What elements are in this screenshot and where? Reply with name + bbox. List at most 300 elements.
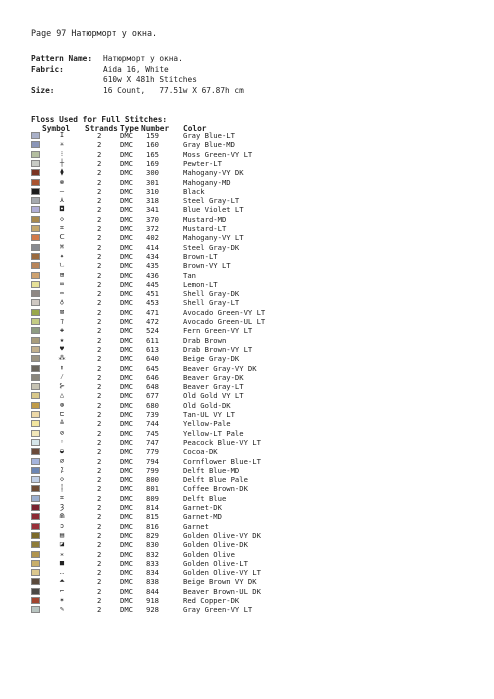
table-row	[31, 419, 281, 428]
number-cell: 169	[146, 158, 159, 168]
color-name-cell: Delft Blue	[183, 493, 227, 503]
color-swatch	[31, 569, 40, 576]
color-swatch	[31, 513, 40, 520]
color-swatch	[31, 578, 40, 585]
color-name-cell: Golden Olive-VY DK	[183, 530, 261, 540]
strands-cell: 2	[97, 196, 102, 206]
color-swatch	[31, 467, 40, 474]
color-name-cell: Delft Blue-MD	[183, 465, 240, 475]
color-name-cell: Gray Green-VY LT	[183, 605, 253, 615]
number-cell: 816	[146, 521, 159, 531]
color-swatch	[31, 346, 40, 353]
color-swatch	[31, 402, 40, 409]
strands-cell: 2	[97, 521, 102, 531]
color-swatch	[31, 188, 40, 195]
color-swatch	[31, 476, 40, 483]
color-name-cell: Shell Gray-DK	[183, 289, 240, 299]
strands-cell: 2	[97, 437, 102, 447]
number-cell: 829	[146, 530, 159, 540]
number-cell: 472	[146, 317, 159, 326]
table-row	[31, 159, 281, 168]
floss-symbol: ⁝	[60, 149, 64, 158]
size-label: Size:	[31, 85, 55, 95]
number-cell: 844	[146, 586, 159, 596]
color-swatch	[31, 225, 40, 232]
table-row	[31, 131, 281, 140]
strands-cell: 2	[97, 372, 102, 382]
strands-cell: 2	[97, 326, 102, 336]
table-row	[31, 233, 281, 242]
floss-symbol: ⌗	[60, 493, 64, 502]
color-name-cell: Coffee Brown-DK	[183, 484, 248, 494]
floss-symbol: ⌗	[60, 224, 64, 232]
color-name-cell: Blue Violet LT	[183, 205, 244, 215]
number-cell: 310	[146, 186, 159, 196]
number-cell: 815	[146, 512, 159, 522]
number-cell: 300	[146, 168, 159, 178]
color-name-cell: Peacock Blue-VY LT	[183, 437, 261, 447]
floss-symbol: ★	[59, 335, 65, 344]
type-cell: DMC	[120, 605, 133, 615]
number-cell: 801	[146, 484, 159, 494]
table-row	[31, 382, 281, 391]
floss-symbol: ⇔	[59, 289, 65, 298]
strands-cell: 2	[97, 503, 102, 512]
color-name-cell: Old Gold-DK	[183, 400, 231, 410]
type-cell: DMC	[120, 596, 133, 605]
type-cell: DMC	[120, 400, 133, 410]
number-cell: 794	[146, 456, 159, 466]
floss-symbol: ◪	[59, 540, 65, 549]
floss-section-title: Floss Used for Full Stitches:	[31, 115, 168, 124]
table-row	[31, 522, 281, 531]
number-cell: 838	[146, 577, 159, 587]
type-cell: DMC	[120, 586, 133, 596]
color-swatch	[31, 439, 40, 446]
table-row	[31, 587, 281, 596]
color-swatch	[31, 216, 40, 223]
strands-cell: 2	[97, 307, 102, 317]
strands-cell: 2	[97, 317, 102, 326]
floss-symbol: ⁄	[59, 372, 65, 381]
color-name-cell: Mahogany-VY DK	[183, 168, 244, 178]
type-cell: DMC	[120, 558, 133, 568]
color-name-cell: Avocado Green-UL LT	[183, 317, 266, 326]
table-row	[31, 215, 281, 224]
header-color: Color	[183, 124, 207, 133]
color-name-cell: Avocado Green-VY LT	[183, 307, 266, 317]
type-cell: DMC	[120, 270, 133, 280]
color-name-cell: Beige Gray-DK	[183, 354, 240, 364]
type-cell: DMC	[120, 140, 133, 150]
color-name-cell: Beige Brown VY DK	[183, 577, 257, 587]
type-cell: DMC	[120, 335, 133, 345]
pattern-name-row	[31, 54, 244, 65]
table-row	[31, 243, 281, 252]
type-cell: DMC	[120, 568, 133, 578]
type-cell: DMC	[120, 168, 133, 178]
color-swatch	[31, 495, 40, 502]
strands-cell: 2	[97, 261, 102, 271]
number-cell: 341	[146, 205, 159, 215]
strands-cell: 2	[97, 354, 102, 364]
floss-symbol: ⊛	[59, 400, 65, 409]
color-swatch	[31, 355, 40, 362]
table-row	[31, 317, 281, 326]
floss-symbol: –	[59, 186, 65, 195]
color-swatch	[31, 392, 40, 399]
floss-symbol: ◇	[59, 214, 65, 223]
floss-symbol: ⊘	[59, 428, 65, 437]
color-swatch	[31, 532, 40, 539]
type-cell: DMC	[120, 233, 133, 243]
stitch-count: 610w X 481h Stitches	[103, 75, 197, 85]
number-cell: 646	[146, 372, 159, 382]
number-cell: 159	[146, 131, 159, 140]
table-row	[31, 484, 281, 493]
header-type: Type	[120, 124, 139, 133]
color-swatch	[31, 523, 40, 530]
floss-symbol: ⸽	[61, 484, 63, 493]
number-cell: 524	[146, 326, 159, 336]
table-row	[31, 596, 281, 605]
floss-symbol: ⋏	[59, 196, 65, 205]
floss-symbol: ✚	[59, 326, 65, 335]
color-swatch	[31, 281, 40, 288]
table-row	[31, 540, 281, 549]
color-swatch	[31, 206, 40, 213]
type-cell: DMC	[120, 177, 133, 187]
strands-cell: 2	[97, 224, 102, 233]
type-cell: DMC	[120, 456, 133, 466]
type-cell: DMC	[120, 149, 133, 159]
table-row	[31, 280, 281, 289]
number-cell: 744	[146, 419, 159, 429]
table-row	[31, 531, 281, 540]
floss-symbol: ᑕ	[59, 233, 65, 242]
table-row	[31, 438, 281, 447]
type-cell: DMC	[120, 530, 133, 540]
strands-cell: 2	[97, 251, 102, 261]
number-cell: 830	[146, 540, 159, 550]
number-cell: 918	[146, 596, 159, 605]
color-name-cell: Beaver Gray-DK	[183, 372, 244, 382]
table-row	[31, 336, 281, 345]
color-name-cell: Mahogany-MD	[183, 177, 231, 187]
color-name-cell: Yellow-LT Pale	[183, 428, 244, 438]
strands-cell: 2	[97, 447, 102, 457]
pattern-name-label: Pattern Name:	[31, 54, 93, 63]
number-cell: 739	[146, 410, 159, 419]
type-cell: DMC	[120, 344, 133, 354]
number-cell: 611	[146, 335, 159, 345]
strands-cell: 2	[97, 168, 102, 178]
color-name-cell: Golden Olive-LT	[183, 558, 248, 568]
stitches-row	[31, 75, 244, 86]
color-swatch	[31, 151, 40, 158]
color-name-cell: Shell Gray-LT	[183, 298, 240, 308]
number-cell: 832	[146, 549, 159, 559]
strands-cell: 2	[97, 549, 102, 559]
number-cell: 833	[146, 558, 159, 568]
strands-cell: 2	[97, 512, 102, 522]
floss-symbol: ◦	[59, 437, 65, 446]
color-name-cell: Black	[183, 186, 205, 196]
number-cell: 677	[146, 391, 159, 401]
table-row	[31, 178, 281, 187]
strands-cell: 2	[97, 465, 102, 475]
color-swatch	[31, 541, 40, 548]
number-cell: 453	[146, 298, 159, 308]
strands-cell: 2	[97, 605, 102, 615]
floss-symbol: ◒	[59, 447, 65, 456]
color-name-cell: Drab Brown-VY LT	[183, 344, 253, 354]
type-cell: DMC	[120, 214, 133, 224]
color-name-cell: Tan	[183, 270, 196, 280]
color-swatch	[31, 327, 40, 334]
color-swatch	[31, 234, 40, 241]
page-title: Page 97 Натюрморт у окна.	[31, 28, 158, 38]
table-row	[31, 187, 281, 196]
color-name-cell: Beaver Brown-UL DK	[183, 586, 261, 596]
color-swatch	[31, 458, 40, 465]
floss-symbol: ♥	[59, 344, 65, 353]
strands-cell: 2	[97, 289, 102, 299]
floss-symbol: ┼	[59, 158, 65, 167]
table-row	[31, 308, 281, 317]
color-name-cell: Red Copper-DK	[183, 596, 240, 605]
floss-symbol: ⌐	[59, 586, 65, 595]
color-name-cell: Mustard-LT	[183, 224, 227, 233]
color-swatch	[31, 430, 40, 437]
strands-cell: 2	[97, 205, 102, 215]
floss-symbol: I	[59, 131, 65, 139]
number-cell: 745	[146, 428, 159, 438]
floss-symbol: △	[59, 391, 65, 400]
color-swatch	[31, 169, 40, 176]
floss-symbol: ⊠	[59, 307, 65, 316]
strands-cell: 2	[97, 149, 102, 159]
color-name-cell: Delft Blue Pale	[183, 475, 248, 485]
number-cell: 834	[146, 568, 159, 578]
floss-symbol: ✶	[59, 596, 65, 604]
color-swatch	[31, 551, 40, 558]
color-swatch	[31, 420, 40, 427]
number-cell: 799	[146, 465, 159, 475]
strands-cell: 2	[97, 363, 102, 373]
table-row	[31, 429, 281, 438]
strands-cell: 2	[97, 568, 102, 578]
color-name-cell: Tan-UL VY LT	[183, 410, 235, 419]
table-row	[31, 466, 281, 475]
strands-cell: 2	[97, 484, 102, 494]
color-swatch	[31, 272, 40, 279]
color-name-cell: Old Gold VY LT	[183, 391, 244, 401]
floss-symbol: ‥	[59, 568, 65, 577]
number-cell: 301	[146, 177, 159, 187]
color-swatch	[31, 448, 40, 455]
color-name-cell: Mustard-MD	[183, 214, 227, 224]
type-cell: DMC	[120, 131, 133, 140]
color-swatch	[31, 560, 40, 567]
floss-symbol: ❁	[59, 177, 65, 186]
table-row	[31, 503, 281, 512]
color-name-cell: Golden Olive	[183, 549, 235, 559]
strands-cell: 2	[97, 596, 102, 605]
strands-cell: 2	[97, 140, 102, 150]
color-name-cell: Brown-LT	[183, 251, 218, 261]
type-cell: DMC	[120, 493, 133, 503]
type-cell: DMC	[120, 186, 133, 196]
floss-symbol: ◇	[59, 475, 65, 484]
type-cell: DMC	[120, 196, 133, 206]
type-cell: DMC	[120, 317, 133, 326]
strands-cell: 2	[97, 456, 102, 466]
color-name-cell: Golden Olive-VY LT	[183, 568, 261, 578]
type-cell: DMC	[120, 521, 133, 531]
floss-symbol: ✳	[59, 140, 65, 149]
pattern-name-value: Натюрморт у окна.	[103, 54, 183, 63]
number-cell: 809	[146, 493, 159, 503]
table-row	[31, 271, 281, 280]
type-cell: DMC	[120, 224, 133, 233]
floss-symbol: ⋒	[59, 512, 65, 521]
strands-cell: 2	[97, 279, 102, 289]
type-cell: DMC	[120, 205, 133, 215]
type-cell: DMC	[120, 512, 133, 522]
floss-symbol: ⊏	[59, 410, 65, 418]
color-swatch	[31, 132, 40, 139]
fabric-value: Aida 16, White	[103, 64, 169, 74]
header-number: Number	[141, 124, 170, 133]
type-cell: DMC	[120, 577, 133, 587]
type-cell: DMC	[120, 428, 133, 438]
type-cell: DMC	[120, 289, 133, 299]
table-row	[31, 447, 281, 456]
fabric-row	[31, 65, 244, 76]
color-name-cell: Cornflower Blue-LT	[183, 456, 261, 466]
type-cell: DMC	[120, 279, 133, 289]
floss-symbol: ✦	[59, 251, 65, 260]
number-cell: 648	[146, 382, 159, 392]
floss-symbol: ⁊	[60, 317, 64, 325]
floss-symbol: ⧫	[59, 168, 65, 177]
number-cell: 402	[146, 233, 159, 243]
type-cell: DMC	[120, 465, 133, 475]
color-name-cell: Beaver Gray-LT	[183, 382, 244, 392]
table-row	[31, 140, 281, 149]
strands-cell: 2	[97, 186, 102, 196]
table-row	[31, 605, 281, 614]
number-cell: 640	[146, 354, 159, 364]
number-cell: 928	[146, 605, 159, 615]
strands-cell: 2	[97, 298, 102, 308]
table-row	[31, 401, 281, 410]
floss-symbol: ㄴ	[58, 261, 66, 270]
color-swatch	[31, 179, 40, 186]
floss-symbol: ⁎	[60, 549, 64, 558]
header-strands: Strands	[85, 124, 118, 133]
size-row	[31, 86, 244, 97]
type-cell: DMC	[120, 410, 133, 419]
number-cell: 645	[146, 363, 159, 373]
number-cell: 165	[146, 149, 159, 159]
type-cell: DMC	[120, 158, 133, 168]
color-name-cell: Steel Gray-DK	[183, 242, 240, 252]
type-cell: DMC	[120, 437, 133, 447]
table-row	[31, 205, 281, 214]
strands-cell: 2	[97, 177, 102, 187]
table-row	[31, 345, 281, 354]
number-cell: 451	[146, 289, 159, 299]
type-cell: DMC	[120, 484, 133, 494]
table-row	[31, 512, 281, 521]
strands-cell: 2	[97, 586, 102, 596]
strands-cell: 2	[97, 242, 102, 252]
type-cell: DMC	[120, 503, 133, 512]
table-row	[31, 373, 281, 382]
color-swatch	[31, 485, 40, 492]
strands-cell: 2	[97, 158, 102, 168]
type-cell: DMC	[120, 540, 133, 550]
floss-symbol: ∞	[59, 279, 65, 288]
table-row	[31, 289, 281, 298]
color-name-cell: Moss Green-VY LT	[183, 149, 253, 159]
floss-symbol: ↄ	[59, 521, 65, 530]
number-cell: 747	[146, 437, 159, 447]
table-row	[31, 150, 281, 159]
color-name-cell: Golden Olive-DK	[183, 540, 248, 550]
color-swatch	[31, 309, 40, 316]
color-name-cell: Brown-VY LT	[183, 261, 231, 271]
table-row	[31, 475, 281, 484]
color-name-cell: Yellow-Pale	[183, 419, 231, 429]
strands-cell: 2	[97, 233, 102, 243]
table-row	[31, 196, 281, 205]
table-row	[31, 410, 281, 419]
strands-cell: 2	[97, 540, 102, 550]
strands-cell: 2	[97, 344, 102, 354]
color-name-cell: Mahogany-VY LT	[183, 233, 244, 243]
number-cell: 160	[146, 140, 159, 150]
color-swatch	[31, 411, 40, 418]
number-cell: 372	[146, 224, 159, 233]
color-name-cell: Gray Blue-MD	[183, 140, 235, 150]
floss-symbol: ⁒	[60, 465, 64, 474]
color-swatch	[31, 374, 40, 381]
table-row	[31, 224, 281, 233]
type-cell: DMC	[120, 382, 133, 392]
strands-cell: 2	[97, 335, 102, 345]
type-cell: DMC	[120, 242, 133, 252]
strands-cell: 2	[97, 214, 102, 224]
number-cell: 779	[146, 447, 159, 457]
color-swatch	[31, 365, 40, 372]
color-swatch	[31, 318, 40, 325]
table-row	[31, 326, 281, 335]
type-cell: DMC	[120, 354, 133, 364]
color-swatch	[31, 337, 40, 344]
strands-cell: 2	[97, 270, 102, 280]
color-name-cell: Lemon-LT	[183, 279, 218, 289]
color-name-cell: Cocoa-DK	[183, 447, 218, 457]
strands-cell: 2	[97, 382, 102, 392]
color-name-cell: Garnet-MD	[183, 512, 222, 522]
type-cell: DMC	[120, 372, 133, 382]
number-cell: 436	[146, 270, 159, 280]
color-swatch	[31, 262, 40, 269]
type-cell: DMC	[120, 391, 133, 401]
